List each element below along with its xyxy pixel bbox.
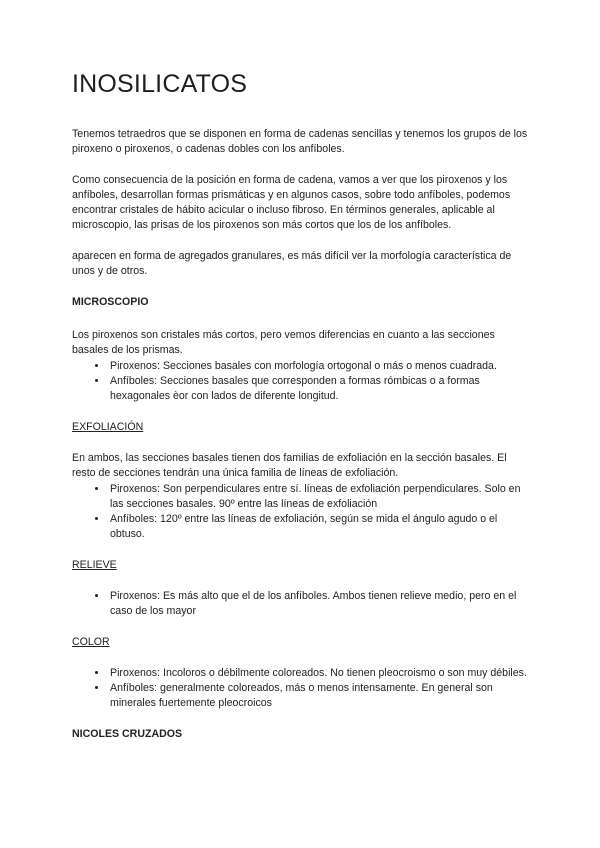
list-item: • Anfíboles: generalmente coloreados, más o menos intensamente. En general son minerales fuertemente pleocroicos [108,681,532,711]
list-item: • Anfíboles: Secciones basales que corresponden a formas rómbicas o a formas hexagonales èor con lados de diferente longitud. [108,374,532,404]
list-item: • Piroxenos: Secciones basales con morfología ortogonal o más o menos cuadrada. [108,359,532,374]
section-heading-exfoliacion: EXFOLIACIÓN [72,421,144,433]
exfoliacion-intro: En ambos, las secciones basales tienen dos familias de exfoliación en la sección basales. El resto de secciones tendrán una única familia de líneas de exfoliación. [72,452,507,479]
paragraph-aggregates: aparecen en forma de agregados granulares, es más difícil ver la morfología característica de unos y de otros. [72,250,512,277]
section-heading-microscopio: MICROSCOPIO [72,296,149,308]
list-item: • Piroxenos: Son perpendiculares entre sí. líneas de exfoliación perpendiculares. Solo en las secciones basales. 90º entre las líneas de exfoliación [108,482,532,512]
paragraph-consequence: Como consecuencia de la posición en forma de cadena, vamos a ver que los piroxenos y los anfíboles, desarrollan formas prismáticas y en algunos casos, sobre todo anfíboles, podemos encontrar cristales de hábito acicular o incluso fibroso. En términos generales, aplicable al microscopio, las prisas de los piroxenos son más cortos que los de los anfíboles. [72,174,511,231]
microscopio-list [72,359,532,404]
document-title: INOSILICATOS [72,70,248,98]
paragraph-intro: Tenemos tetraedros que se disponen en forma de cadenas sencillas y tenemos los grupos de los piroxeno o piroxenos, o cadenas dobles con los anfíboles. [72,128,528,155]
relieve-list [72,589,532,619]
list-item: • Piroxenos: Incoloros o débilmente coloreados. No tienen pleocroismo o son muy débiles. [108,666,532,681]
section-heading-color: COLOR [72,636,110,648]
microscopio-intro: Los piroxenos son cristales más cortos, pero vemos diferencias en cuanto a las secciones basales de los prismas. [72,329,495,356]
exfoliacion-list [72,482,532,542]
document-page [72,70,532,760]
section-heading-relieve: RELIEVE [72,559,117,571]
list-item: • Anfíboles: 120º entre las líneas de exfoliación, según se mida el ángulo agudo o el obtuso. [108,512,532,542]
color-list [72,666,532,711]
list-item: • Piroxenos: Es más alto que el de los anfíboles. Ambos tienen relieve medio, pero en el caso de los mayor [108,589,532,619]
section-heading-nicoles-cruzados: NICOLES CRUZADOS [72,728,183,740]
